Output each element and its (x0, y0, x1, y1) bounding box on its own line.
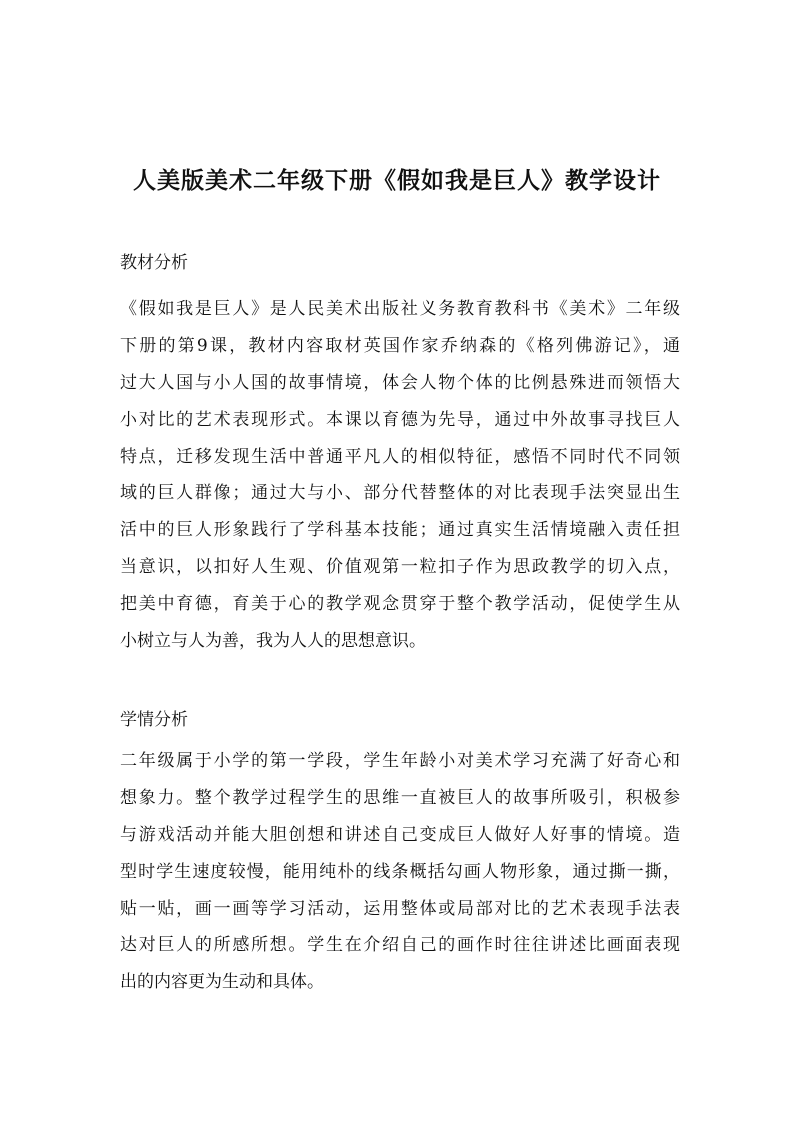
paragraph-line: 把美中育德，育美于心的教学观念贯穿于整个教学活动，促使学生从 (120, 594, 680, 615)
paragraph-line: 《假如我是巨人》是人民美术出版社义务教育教科书《美术》二年级 (120, 299, 680, 319)
section-paragraph-textbook-analysis (120, 291, 680, 660)
paragraph-line: 贴一贴，画一画等学习活动，运用整体或局部对比的艺术表现手法表 (120, 898, 680, 919)
paragraph-line: 二年级属于小学的第一学段，学生年龄小对美术学习充满了好奇心和 (120, 751, 680, 771)
paragraph-line: 特点，迁移发现生活中普通平凡人的相似特征，感悟不同时代不同领 (120, 446, 680, 467)
paragraph-line: 下册的第9课，教材内容取材英国作家乔纳森的《格列佛游记》，通 (120, 335, 680, 356)
paragraph-line: 想象力。整个教学过程学生的思维一直被巨人的故事所吸引，积极参 (120, 787, 680, 808)
paragraph-line: 小对比的艺术表现形式。本课以育德为先导，通过中外故事寻找巨人 (120, 409, 680, 430)
section-heading-textbook-analysis: 教材分析 (120, 253, 188, 273)
paragraph-line: 型时学生速度较慢，能用纯朴的线条概括勾画人物形象，通过撕一撕， (120, 861, 680, 882)
paragraph-line: 过大人国与小人国的故事情境，体会人物个体的比例悬殊进而领悟大 (120, 372, 680, 393)
section-paragraph-learner-analysis (120, 743, 680, 1001)
document-title: 人美版美术二年级下册《假如我是巨人》教学设计 (133, 167, 661, 194)
paragraph-line: 出的内容更为生动和具体。 (120, 972, 324, 993)
paragraph-line: 与游戏活动并能大胆创想和讲述自己变成巨人做好人好事的情境。造 (120, 824, 680, 845)
paragraph-line: 域的巨人群像；通过大与小、部分代替整体的对比表现手法突显出生 (120, 483, 680, 504)
paragraph-line: 达对巨人的所感所想。学生在介绍自己的画作时往往讲述比画面表现 (120, 935, 680, 956)
section-heading-learner-analysis: 学情分析 (120, 710, 188, 730)
paragraph-line: 当意识，以扣好人生观、价值观第一粒扣子作为思政教学的切入点， (120, 557, 680, 578)
paragraph-line: 活中的巨人形象践行了学科基本技能；通过真实生活情境融入责任担 (120, 520, 680, 541)
paragraph-line: 小树立与人为善，我为人人的思想意识。 (120, 631, 426, 652)
